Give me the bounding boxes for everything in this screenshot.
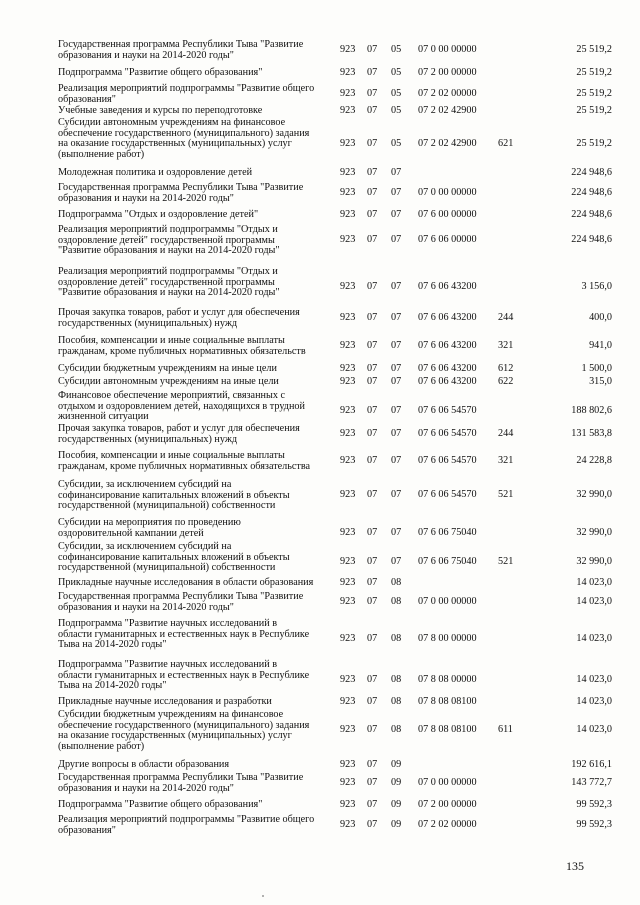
section-code: 923 — [340, 633, 356, 644]
target-article-code: 07 8 08 08100 — [418, 696, 477, 707]
section-code: 923 — [340, 167, 356, 178]
subsection-code: 07 — [367, 167, 378, 178]
row-name: Государственная программа Республики Тыва "Развитие образования и науки на 2014-2020 годы" — [58, 182, 304, 204]
row-name: Подпрограмма "Развитие научных исследований в области гуманитарных и естественных наук в Республике Тыва на 2014-2020 годы" — [58, 618, 310, 651]
section-code: 923 — [340, 67, 356, 78]
section-code: 923 — [340, 819, 356, 830]
subsubsection-code: 07 — [391, 489, 402, 500]
row-name: Подпрограмма "Развитие общего образования" — [58, 799, 263, 810]
amount: 25 519,2 — [576, 138, 612, 149]
row-name: Субсидии на мероприятия по проведению оздоровительной кампании детей — [58, 517, 241, 539]
amount: 99 592,3 — [576, 819, 612, 830]
amount: 131 583,8 — [571, 428, 612, 439]
row-name: Реализация мероприятий подпрограммы "Отдых и оздоровление детей" государственной программы "Развитие образования и науки на 2014-2020 годы" — [58, 224, 280, 257]
subsubsection-code: 09 — [391, 759, 402, 770]
row-name: Прикладные научные исследования в области образования — [58, 577, 314, 588]
amount: 24 228,8 — [576, 455, 612, 466]
target-article-code: 07 6 06 43200 — [418, 340, 477, 351]
subsection-code: 07 — [367, 88, 378, 99]
section-code: 923 — [340, 527, 356, 538]
row-name: Государственная программа Республики Тыва "Развитие образования и науки на 2014-2020 годы" — [58, 772, 304, 794]
target-article-code: 07 0 00 00000 — [418, 187, 477, 198]
row-name: Пособия, компенсации и иные социальные выплаты гражданам, кроме публичных нормативных обязательства — [58, 450, 311, 472]
subsection-code: 07 — [367, 209, 378, 220]
amount: 14 023,0 — [576, 674, 612, 685]
amount: 25 519,2 — [576, 67, 612, 78]
target-article-code: 07 6 06 54570 — [418, 405, 477, 416]
subsubsection-code: 05 — [391, 88, 402, 99]
section-code: 923 — [340, 777, 356, 788]
target-article-code: 07 2 02 00000 — [418, 88, 477, 99]
expense-type-code: 321 — [498, 455, 514, 466]
subsection-code: 07 — [367, 340, 378, 351]
subsubsection-code: 07 — [391, 281, 402, 292]
subsection-code: 07 — [367, 105, 378, 116]
expense-type-code: 244 — [498, 428, 514, 439]
subsubsection-code: 09 — [391, 819, 402, 830]
subsection-code: 07 — [367, 376, 378, 387]
subsubsection-code: 08 — [391, 596, 402, 607]
page-number: 135 — [566, 859, 584, 873]
section-code: 923 — [340, 363, 356, 374]
section-code: 923 — [340, 455, 356, 466]
subsection-code: 07 — [367, 405, 378, 416]
subsection-code: 07 — [367, 696, 378, 707]
section-code: 923 — [340, 105, 356, 116]
row-name: Государственная программа Республики Тыва "Развитие образования и науки на 2014-2020 годы" — [58, 591, 304, 613]
section-code: 923 — [340, 696, 356, 707]
amount: 25 519,2 — [576, 88, 612, 99]
row-name: Прикладные научные исследования и разработки — [58, 696, 272, 707]
amount: 32 990,0 — [576, 489, 612, 500]
subsubsection-code: 07 — [391, 527, 402, 538]
subsubsection-code: 07 — [391, 405, 402, 416]
subsection-code: 07 — [367, 596, 378, 607]
target-article-code: 07 6 06 43200 — [418, 363, 477, 374]
amount: 14 023,0 — [576, 696, 612, 707]
amount: 400,0 — [589, 312, 612, 323]
subsubsection-code: 07 — [391, 167, 402, 178]
section-code: 923 — [340, 312, 356, 323]
subsection-code: 07 — [367, 577, 378, 588]
subsection-code: 07 — [367, 67, 378, 78]
subsubsection-code: 07 — [391, 428, 402, 439]
section-code: 923 — [340, 88, 356, 99]
amount: 224 948,6 — [571, 209, 612, 220]
expense-type-code: 521 — [498, 556, 514, 567]
amount: 315,0 — [589, 376, 612, 387]
section-code: 923 — [340, 577, 356, 588]
subsubsection-code: 07 — [391, 376, 402, 387]
row-name: Субсидии бюджетным учреждениям на финансовое обеспечение государственного (муниципального) задания на оказание государственных (муниципальных) услуг (выполнение работ) — [58, 709, 310, 752]
target-article-code: 07 2 02 42900 — [418, 105, 477, 116]
subsection-code: 07 — [367, 363, 378, 374]
amount: 941,0 — [589, 340, 612, 351]
row-name: Подпрограмма "Развитие научных исследований в области гуманитарных и естественных наук в Республике Тыва на 2014-2020 годы" — [58, 659, 310, 692]
row-name: Финансовое обеспечение мероприятий, связанных с отдыхом и оздоровлением детей, находящихся в трудной жизненной ситуации — [58, 390, 305, 423]
target-article-code: 07 6 00 00000 — [418, 209, 477, 220]
target-article-code: 07 8 00 00000 — [418, 633, 477, 644]
amount: 3 156,0 — [581, 281, 612, 292]
target-article-code: 07 6 06 54570 — [418, 455, 477, 466]
expense-type-code: 611 — [498, 724, 513, 735]
subsection-code: 07 — [367, 527, 378, 538]
target-article-code: 07 0 00 00000 — [418, 44, 477, 55]
expense-type-code: 622 — [498, 376, 514, 387]
section-code: 923 — [340, 281, 356, 292]
target-article-code: 07 6 06 75040 — [418, 556, 477, 567]
section-code: 923 — [340, 556, 356, 567]
target-article-code: 07 2 02 00000 — [418, 819, 477, 830]
target-article-code: 07 6 06 43200 — [418, 312, 477, 323]
subsubsection-code: 07 — [391, 455, 402, 466]
expense-type-code: 321 — [498, 340, 514, 351]
amount: 25 519,2 — [576, 44, 612, 55]
section-code: 923 — [340, 759, 356, 770]
target-article-code: 07 6 06 75040 — [418, 527, 477, 538]
section-code: 923 — [340, 340, 356, 351]
amount: 1 500,0 — [581, 363, 612, 374]
amount: 14 023,0 — [576, 596, 612, 607]
subsection-code: 07 — [367, 799, 378, 810]
expense-type-code: 621 — [498, 138, 514, 149]
subsubsection-code: 08 — [391, 696, 402, 707]
section-code: 923 — [340, 428, 356, 439]
amount: 224 948,6 — [571, 187, 612, 198]
subsubsection-code: 07 — [391, 556, 402, 567]
row-name: Субсидии автономным учреждениям на финансовое обеспечение государственного (муниципального) задания на оказание государственных (муниципальных) услуг (выполнение работ) — [58, 117, 310, 160]
amount: 224 948,6 — [571, 167, 612, 178]
subsection-code: 07 — [367, 187, 378, 198]
row-name: Другие вопросы в области образования — [58, 759, 230, 770]
subsection-code: 07 — [367, 428, 378, 439]
row-name: Реализация мероприятий подпрограммы "Развитие общего образования" — [58, 83, 315, 105]
target-article-code: 07 6 06 43200 — [418, 281, 477, 292]
row-name: Подпрограмма "Отдых и оздоровление детей" — [58, 209, 259, 220]
subsection-code: 07 — [367, 44, 378, 55]
target-article-code: 07 2 00 00000 — [418, 67, 477, 78]
row-name: Прочая закупка товаров, работ и услуг для обеспечения государственных (муниципальных) нужд — [58, 307, 300, 329]
amount: 14 023,0 — [576, 577, 612, 588]
subsection-code: 07 — [367, 138, 378, 149]
subsubsection-code: 07 — [391, 234, 402, 245]
subsubsection-code: 07 — [391, 363, 402, 374]
amount: 188 802,6 — [571, 405, 612, 416]
subsection-code: 07 — [367, 674, 378, 685]
row-name: Прочая закупка товаров, работ и услуг для обеспечения государственных (муниципальных) нужд — [58, 423, 300, 445]
section-code: 923 — [340, 376, 356, 387]
target-article-code: 07 8 08 00000 — [418, 674, 477, 685]
amount: 32 990,0 — [576, 527, 612, 538]
row-name: Подпрограмма "Развитие общего образования" — [58, 67, 263, 78]
subsubsection-code: 05 — [391, 105, 402, 116]
subsection-code: 07 — [367, 724, 378, 735]
row-name: Учебные заведения и курсы по переподготовке — [58, 105, 263, 116]
amount: 224 948,6 — [571, 234, 612, 245]
amount: 143 772,7 — [571, 777, 612, 788]
row-name: Государственная программа Республики Тыва "Развитие образования и науки на 2014-2020 годы" — [58, 39, 304, 61]
subsection-code: 07 — [367, 556, 378, 567]
subsubsection-code: 07 — [391, 209, 402, 220]
section-code: 923 — [340, 724, 356, 735]
subsection-code: 07 — [367, 234, 378, 245]
subsubsection-code: 08 — [391, 633, 402, 644]
section-code: 923 — [340, 405, 356, 416]
expense-type-code: 612 — [498, 363, 514, 374]
section-code: 923 — [340, 187, 356, 198]
subsubsection-code: 07 — [391, 187, 402, 198]
target-article-code: 07 6 06 00000 — [418, 234, 477, 245]
amount: 192 616,1 — [571, 759, 612, 770]
expense-type-code: 521 — [498, 489, 514, 500]
target-article-code: 07 2 00 00000 — [418, 799, 477, 810]
subsubsection-code: 05 — [391, 138, 402, 149]
subsubsection-code: 07 — [391, 340, 402, 351]
target-article-code: 07 8 08 08100 — [418, 724, 477, 735]
target-article-code: 07 6 06 43200 — [418, 376, 477, 387]
subsection-code: 07 — [367, 489, 378, 500]
amount: 32 990,0 — [576, 556, 612, 567]
subsubsection-code: 05 — [391, 44, 402, 55]
scan-speck — [262, 895, 264, 897]
section-code: 923 — [340, 234, 356, 245]
target-article-code: 07 0 00 00000 — [418, 777, 477, 788]
amount: 14 023,0 — [576, 724, 612, 735]
target-article-code: 07 6 06 54570 — [418, 428, 477, 439]
subsubsection-code: 09 — [391, 777, 402, 788]
subsubsection-code: 09 — [391, 799, 402, 810]
subsubsection-code: 07 — [391, 312, 402, 323]
target-article-code: 07 2 02 42900 — [418, 138, 477, 149]
subsection-code: 07 — [367, 777, 378, 788]
section-code: 923 — [340, 138, 356, 149]
expense-type-code: 244 — [498, 312, 514, 323]
section-code: 923 — [340, 596, 356, 607]
section-code: 923 — [340, 209, 356, 220]
row-name: Реализация мероприятий подпрограммы "Развитие общего образования" — [58, 814, 315, 836]
amount: 14 023,0 — [576, 633, 612, 644]
section-code: 923 — [340, 674, 356, 685]
row-name: Пособия, компенсации и иные социальные выплаты гражданам, кроме публичных нормативных обязательств — [58, 335, 306, 357]
row-name: Субсидии бюджетным учреждениям на иные цели — [58, 363, 277, 374]
subsection-code: 07 — [367, 633, 378, 644]
row-name: Реализация мероприятий подпрограммы "Отдых и оздоровление детей" государственной программы "Развитие образования и науки на 2014-2020 годы" — [58, 266, 280, 299]
subsubsection-code: 08 — [391, 674, 402, 685]
subsection-code: 07 — [367, 759, 378, 770]
subsubsection-code: 08 — [391, 724, 402, 735]
amount: 25 519,2 — [576, 105, 612, 116]
subsection-code: 07 — [367, 312, 378, 323]
section-code: 923 — [340, 44, 356, 55]
section-code: 923 — [340, 489, 356, 500]
row-name: Субсидии, за исключением субсидий на софинансирование капитальных вложений в объекты государственной (муниципальной) собственности — [58, 541, 290, 574]
subsection-code: 07 — [367, 819, 378, 830]
row-name: Субсидии автономным учреждениям на иные цели — [58, 376, 279, 387]
section-code: 923 — [340, 799, 356, 810]
amount: 99 592,3 — [576, 799, 612, 810]
row-name: Молодежная политика и оздоровление детей — [58, 167, 253, 178]
subsection-code: 07 — [367, 455, 378, 466]
target-article-code: 07 0 00 00000 — [418, 596, 477, 607]
subsubsection-code: 08 — [391, 577, 402, 588]
row-name: Субсидии, за исключением субсидий на софинансирование капитальных вложений в объекты государственной (муниципальной) собственности — [58, 479, 290, 512]
subsection-code: 07 — [367, 281, 378, 292]
subsubsection-code: 05 — [391, 67, 402, 78]
target-article-code: 07 6 06 54570 — [418, 489, 477, 500]
